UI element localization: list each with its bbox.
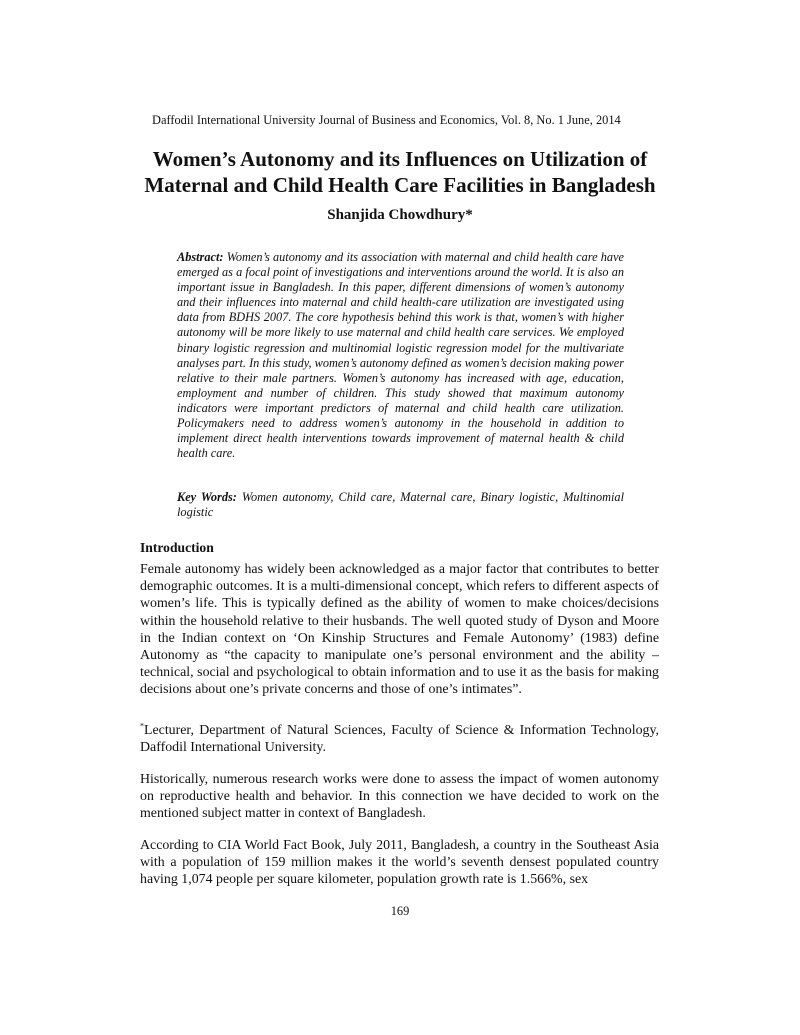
author-footnote — [140, 722, 659, 756]
footnote-text: Lecturer, Department of Natural Sciences, Faculty of Science & Information Technology, Daffodil International University. — [140, 723, 659, 756]
abstract-label: Abstract: — [177, 250, 224, 264]
paper-title-line-2: Maternal and Child Health Care Facilities in Bangladesh — [144, 173, 656, 197]
keywords-label: Key Words: — [177, 490, 237, 504]
paper-title — [100, 146, 700, 198]
keywords — [177, 490, 624, 520]
footnote-marker: * — [140, 721, 144, 731]
abstract — [177, 250, 624, 461]
abstract-text: Women’s autonomy and its association with maternal and child health care have emerged as a focal point of investigations and interventions around the world. It is also an important issue in Bangladesh. In this paper, different dimensions of women’s autonomy and their influences into maternal and child health-care utilization are investigated using data from BDHS 2007. The core hypothesis behind this work is that, women’s with higher autonomy will be more likely to use maternal and child health care services. We employed binary logistic regression and multinomial logistic regression model for the multivariate analyses part. In this study, women’s autonomy defined as women’s decision making power relative to their male partners. Women’s autonomy has increased with age, education, employment and number of children. This study showed that maximum autonomy indicators were important predictors of maternal and child health care utilization. Policymakers need to address women’s autonomy in the household in addition to implement direct health interventions towards improvement of maternal health & child health care. — [177, 250, 624, 461]
section-heading-introduction: Introduction — [140, 540, 214, 555]
paper-title-line-1: Women’s Autonomy and its Influences on Utilization of — [152, 147, 648, 171]
keywords-text: Women autonomy, Child care, Maternal care, Binary logistic, Multinomial logistic — [177, 490, 624, 520]
introduction-paragraph-1: Female autonomy has widely been acknowledged as a major factor that contributes to better demographic outcomes. It is a multi-dimensional concept, which refers to different aspects of women’s life. This is typically defined as the ability of women to make choices/decisions within the household relative to their husbands. The well quoted study of Dyson and Moore in the Indian context on ‘On Kinship Structures and Female Autonomy’ (1983) define Autonomy as “the capacity to manipulate one’s personal environment and the ability – technical, social and psychological to obtain information and to use it as the basis for making decisions about one’s private concerns and those of one’s intimates”. — [140, 562, 659, 698]
page-number: 169 — [390, 904, 410, 918]
author-name: Shanjida Chowdhury* — [327, 207, 473, 223]
running-head: Daffodil International University Journal of Business and Economics, Vol. 8, No. 1 June, 2014 — [152, 113, 621, 127]
introduction-paragraph-3: According to CIA World Fact Book, July 2011, Bangladesh, a country in the Southeast Asia with a population of 159 million makes it the world’s seventh densest populated country having 1,074 people per square kilometer, population growth rate is 1.566%, sex — [140, 838, 659, 888]
introduction-paragraph-2: Historically, numerous research works were done to assess the impact of women autonomy on reproductive health and behavior. In this connection we have decided to work on the mentioned subject matter in context of Bangladesh. — [140, 772, 659, 822]
